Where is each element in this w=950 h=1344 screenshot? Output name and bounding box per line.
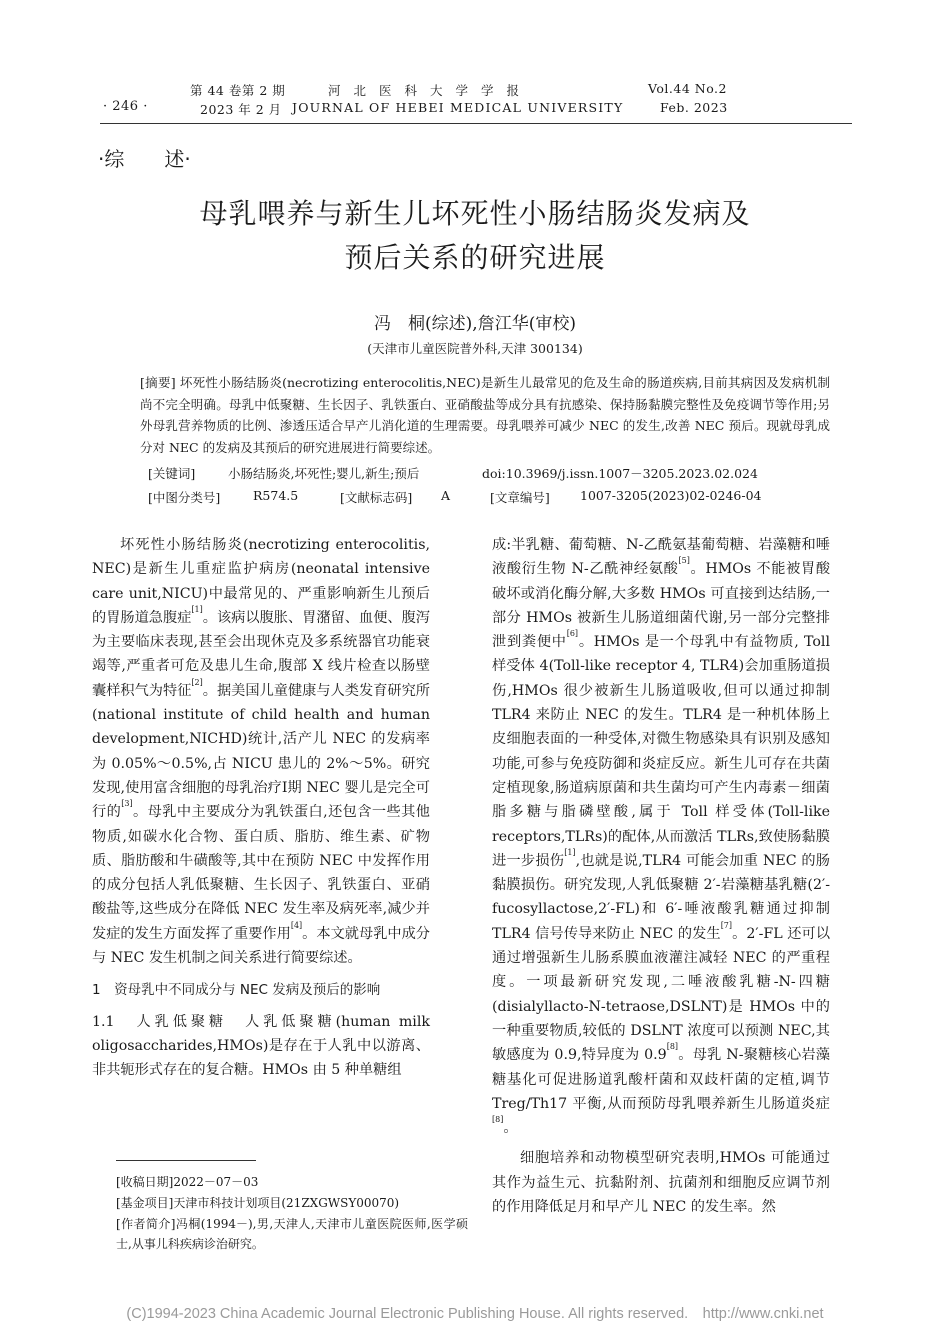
date-cn: 2023 年 2 月: [200, 102, 282, 117]
citation: [3]: [121, 799, 133, 809]
header-rule: [100, 123, 852, 124]
left-column: [92, 533, 430, 1083]
clc-value: R574.5: [253, 488, 299, 503]
citation: [1]: [564, 847, 576, 857]
abstract: [140, 372, 830, 458]
volume-en: Vol.44 No.2: [648, 81, 727, 96]
journal-name-cn: 河北医科大学学报: [328, 83, 533, 98]
section-label: ·综 述·: [98, 147, 191, 171]
hmo-cont-text-f: 。母乳 N-聚糖核心岩藻糖基化可促进肠道乳酸杆菌和双歧杆菌的定植,调节 Treg/Th17 平衡,从而预防母乳喂养新生儿肠道炎症: [492, 1047, 830, 1112]
intro-text-a: 坏死性小肠结肠炎(necrotizing enterocolitis, NEC)是新生儿重症监护病房(neonatal intensive care unit,NICU)中最常见的、严重影响新生儿预后的胃肠道急腹症: [92, 537, 430, 626]
authors: 冯 桐(综述),詹江华(审校): [374, 314, 576, 334]
section-heading-1-1: 1.1 人乳低聚糖: [92, 1013, 228, 1030]
cell-culture-text: 细胞培养和动物模型研究表明,HMOs 可能通过其作为益生元、抗黏附剂、抗菌剂和细胞反应调节剂的作用降低足月和早产儿 NEC 的发生率。然: [492, 1150, 830, 1216]
citation: [6]: [566, 629, 579, 639]
citation: [8]: [666, 1042, 679, 1052]
hmo-cont-text-e: 。2′-FL 还可以通过增强新生儿肠系膜血液灌注减轻 NEC 的严重程度。一项最新研究发现,二唾液酸乳糖-N-四糖(disialyllacto-N-tetraose,DSLNT)是 HMOs 中的一种重要物质,较低的 DSLNT 浓度可以预测 NEC,其敏感度为 0.9,特异度为 0.9: [492, 925, 831, 1064]
doc-code-label: [文献标志码]: [340, 490, 413, 505]
intro-paragraph: [92, 533, 430, 970]
citation: [5]: [678, 556, 690, 566]
article-number-label: [文章编号]: [490, 490, 550, 505]
cell-culture-paragraph: [492, 1146, 830, 1219]
keywords-text: 小肠结肠炎,坏死性;婴儿,新生;预后: [228, 466, 420, 481]
citation: [1]: [191, 604, 203, 614]
keywords-label: [关键词]: [148, 466, 196, 481]
footnote-fund: [基金项目]天津市科技计划项目(21ZXGWSY00070): [116, 1196, 400, 1210]
right-column: [492, 533, 830, 1219]
footnote-rule: [116, 1160, 256, 1161]
doc-code-value: A: [441, 488, 451, 503]
hmo-cont-text-g: 。: [503, 1120, 518, 1137]
citation: [7]: [720, 920, 733, 930]
abstract-text: 坏死性小肠结肠炎(necrotizing enterocolitis,NEC)是新生儿最常见的危及生命的肠道疾病,目前其病因及发病机制尚不完全明确。母乳中低聚糖、生长因子、乳铁蛋白、亚硝酸盐等成分具有抗感染、保持肠黏膜完整性及免疫调节等作用;另外母乳营养物质的比例、渗透压适合早产儿消化道的生理需要。母乳喂养可减少 NEC 的发生,改善 NEC 预后。现就母乳成分对 NEC 的发病及其预后的研究进展进行简要综述。: [140, 375, 830, 455]
doi: doi:10.3969/j.issn.1007－3205.2023.02.024: [482, 466, 758, 481]
hmo-text: 人乳低聚糖(human milk oligosaccharides,HMOs)是存在于人乳中以游离、非共轭形式存在的复合糖。HMOs 由 5 种单糖组: [92, 1013, 430, 1079]
citation: [2]: [191, 677, 203, 687]
article-title-line1: 母乳喂养与新生儿坏死性小肠结肠炎发病及: [199, 197, 751, 230]
citation: [4]: [290, 920, 303, 930]
page-number: · 246 ·: [103, 99, 148, 114]
copyright-line: (C)1994-2023 China Academic Journal Electronic Publishing House. All rights reserved. http://www.cnki.net: [126, 1306, 824, 1322]
article-number-value: 1007-3205(2023)02-0246-04: [580, 488, 762, 503]
hmo-cont-text-b: 。HMOs 不能被胃酸破坏或消化酶分解,大多数 HMOs 可直接到达结肠,一部分 HMOs 被新生儿肠道细菌代谢,另一部分完整排泄到粪便中: [492, 561, 831, 651]
hmo-cont-text-a: 成:半乳糖、葡萄糖、N-乙酰氨基葡萄糖、岩藻糖和唾液酸衍生物 N-乙酰神经氨酸: [492, 537, 830, 578]
footnote-received: [收稿日期]2022－07－03: [116, 1175, 259, 1189]
article-title-line2: 预后关系的研究进展: [344, 241, 606, 274]
clc-label: [中图分类号]: [148, 490, 221, 505]
hmo-cont-text-c: 。HMOs 是一个母乳中有益物质, Toll 样受体 4(Toll-like receptor 4, TLR4)会加重肠道损伤,HMOs 很少被新生儿肠道吸收,但可以通过抑制 TLR4 来防止 NEC 的发生。TLR4 是一种机体肠上皮细胞表面的一种受体,对微生物感染具有识别及感知功能,可参与免疫防御和炎症反应。新生儿可存在共菌定植现象,肠道病原菌和共生菌均可产生内毒素－细菌脂多糖与脂磷壁酸,属于 Toll 样受体(Toll-like receptors,TLRs)的配体,从而激活 TLRs,致使肠黏膜进一步损伤: [492, 634, 830, 869]
intro-text-c: 。据美国儿童健康与人类发育研究所(national institute of child health and human development,NICHD)统计,活产儿 NEC 的发病率为 0.05%～0.5%,占 NICU 患儿的 2%～5%。研究发现,使用富含细胞的母乳治疗Ⅰ期 NEC 婴儿是完全可行的: [92, 682, 430, 821]
journal-name-en: JOURNAL OF HEBEI MEDICAL UNIVERSITY: [292, 100, 624, 115]
footnote-author-intro: [作者简介]冯桐(1994－),男,天津人,天津市儿童医院医师,医学硕士,从事儿科疾病诊治研究。: [116, 1217, 468, 1251]
affiliation: (天津市儿童医院普外科,天津 300134): [367, 341, 583, 356]
section-heading-1: 1 资母乳中不同成分与 NEC 发病及预后的影响: [92, 982, 381, 999]
volume-cn: 第 44 卷第 2 期: [190, 83, 286, 98]
hmo-continued-paragraph: [492, 533, 830, 1140]
intro-text-e: 。本文就母乳中成分与 NEC 发生机制之间关系进行简要综述。: [92, 925, 430, 967]
abstract-label: [摘要]: [140, 375, 176, 390]
date-en: Feb. 2023: [660, 100, 728, 115]
intro-text-b: 。该病以腹胀、胃潴留、血便、腹泻为主要临床表现,甚至会出现休克及多系统器官功能衰竭等,严重者可危及患儿生命,腹部 X 线片检查以肠壁囊样积气为特征: [92, 609, 430, 699]
hmo-cont-text-d: ,也就是说,TLR4 可能会加重 NEC 的肠黏膜损伤。研究发现,人乳低聚糖 2′-岩藻糖基乳糖(2′-fucosyllactose,2′-FL)和 6′-唾液酸乳糖通过抑制 TLR4 信号传导来防止 NEC 的发生: [492, 852, 830, 942]
intro-text-d: 。母乳中主要成分为乳铁蛋白,还包含一些其他物质,如碳水化合物、蛋白质、脂肪、维生素、矿物质、脂肪酸和牛磺酸等,其中在预防 NEC 中发挥作用的成分包括人乳低聚糖、生长因子、乳铁蛋白、亚硝酸盐等,这些成分在降低 NEC 发生率及病死率,减少并发症的发生方面发挥了重要作用: [92, 804, 430, 942]
hmo-paragraph: [92, 1010, 430, 1083]
citation: [8]: [492, 1115, 504, 1125]
